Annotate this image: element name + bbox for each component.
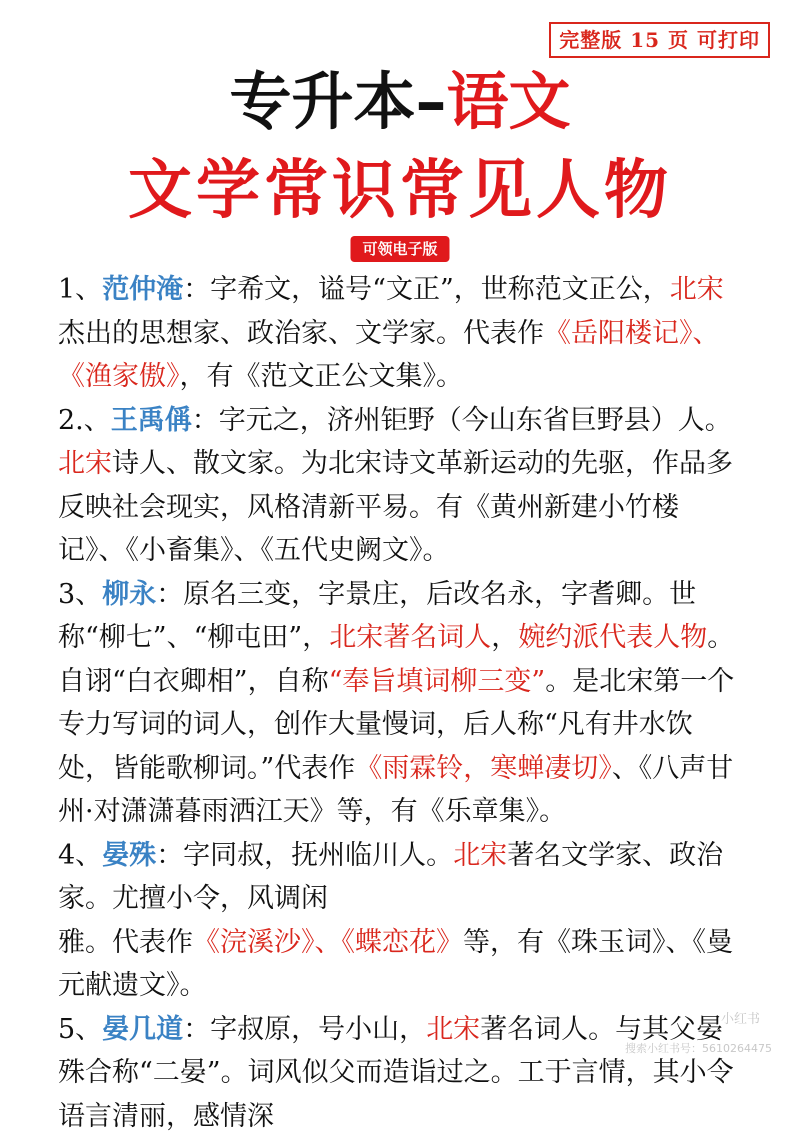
person-name: 王禹偁 [111, 405, 192, 436]
electronic-version-tag: 可领电子版 [350, 236, 449, 262]
entry-liu-yong: 3、柳永：原名三变，字景庄，后改名永，字耆卿。世称“柳七”、“柳屯田”，北宋著名词人，婉约派代表人物。自诩“白衣卿相”，自称“奉旨填词柳三变”。是北宋第一个专力写词的词人，创作大量慢词，后人称“凡有井水饮处，皆能歌柳词。”代表作《雨霖铃，寒蝉凄切》、《八声甘州·对潇潇暮雨洒江天》等，有《乐章集》。 [58, 573, 744, 834]
person-name: 晏殊 [102, 840, 156, 871]
person-name: 范仲淹 [102, 274, 183, 305]
entry-wang-yucheng: 2.、王禹偁：字元之，济州钜野（今山东省巨野县）人。北宋诗人、散文家。为北宋诗文革新运动的先驱，作品多反映社会现实，风格清新平易。有《黄州新建小竹楼记》、《小畜集》、《五代史阙文》。 [58, 399, 744, 573]
person-name: 晏几道 [102, 1014, 183, 1045]
title-black-part: 专升本– [229, 65, 446, 138]
person-name: 柳永 [102, 579, 156, 610]
page-title [0, 62, 800, 142]
entry-fan-zhongyan: 1、范仲淹：字希文，谥号“文正”，世称范文正公，北宋杰出的思想家、政治家、文学家。代表作《岳阳楼记》、《渔家傲》，有《范文正公文集》。 [58, 268, 744, 399]
watermark-id: 搜索小红书号：5610264475 [625, 1040, 772, 1056]
page-subtitle: 文学常识常见人物 [0, 150, 800, 232]
entry-yan-shu-continued: 雅。代表作《浣溪沙》、《蝶恋花》等，有《珠玉词》、《曼元献遗文》。 [58, 921, 744, 1008]
print-badge: 完整版 15 页 可打印 [549, 22, 770, 58]
document-content [58, 268, 744, 1138]
entry-yan-shu: 4、晏殊：字同叔，抚州临川人。北宋著名文学家、政治家。尤擅小令，风调闲 [58, 834, 744, 921]
title-red-part: 语文 [447, 65, 571, 138]
entry-yan-jidao: 5、晏几道：字叔原，号小山，北宋著名词人。与其父晏殊合称“二晏”。词风似父而造诣过之。工于言情，其小令语言清丽，感情深 [58, 1008, 744, 1138]
watermark-logo: 小红书 [721, 1008, 760, 1027]
